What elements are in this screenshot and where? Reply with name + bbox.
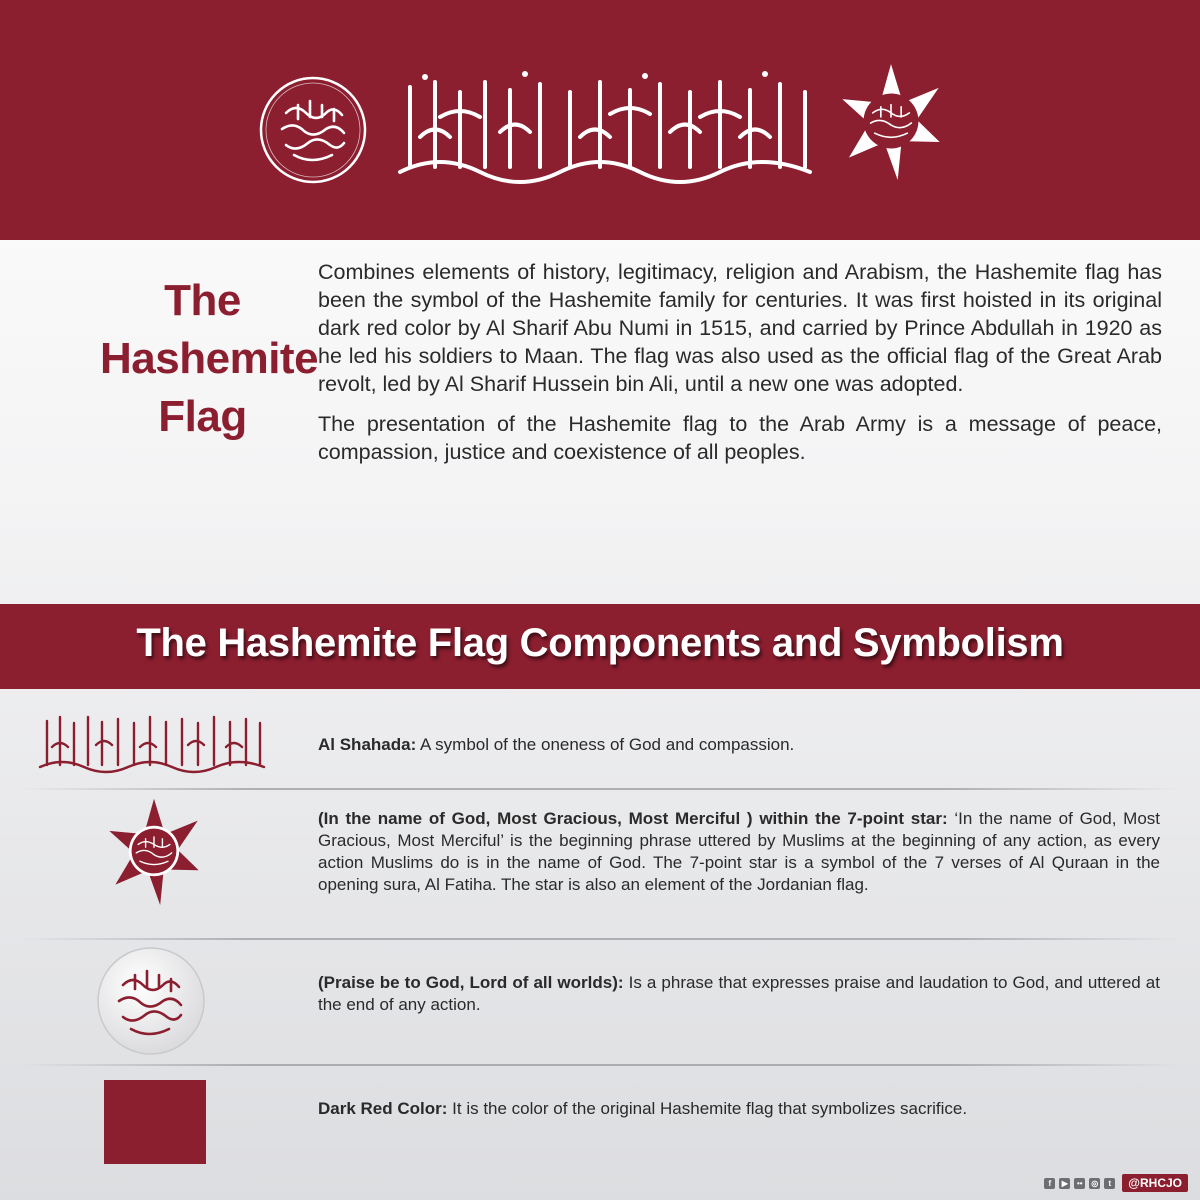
component-description: It is the color of the original Hashemite flag that symbolizes sacrifice.	[447, 1099, 968, 1118]
component-description: A symbol of the oneness of God and compassion.	[416, 735, 795, 754]
flickr-icon[interactable]: ••	[1074, 1178, 1085, 1189]
praise-seal-icon	[95, 945, 207, 1057]
divider	[20, 788, 1180, 790]
component-label: (Praise be to God, Lord of all worlds):	[318, 973, 624, 992]
section-title: The Hashemite Flag Components and Symbolism	[136, 621, 1064, 665]
divider	[20, 938, 1180, 940]
intro-text	[318, 258, 1162, 478]
title-line: The	[164, 276, 241, 325]
dark-red-swatch	[104, 1080, 206, 1164]
intro-paragraph: The presentation of the Hashemite flag to the Arab Army is a message of peace, compassion, justice and coexistence of all peoples.	[318, 412, 1162, 464]
youtube-icon[interactable]: ▶	[1059, 1178, 1070, 1189]
component-label: Al Shahada:	[318, 735, 417, 754]
intro-paragraph: Combines elements of history, legitimacy, religion and Arabism, the Hashemite flag has been the symbol of the Hashemite family for centuries. It was first hoisted in its original dark red color by Al Sharif Abu Numi in 1515, and carried by Prince Abdullah in 1920 as he led his soldiers to Maan. The flag was also used as the official flag of the Great Arab revolt, led by Al Sharif Hussein bin Ali, until a new one was adopted.	[318, 260, 1162, 396]
shahada-calligraphy-icon	[32, 707, 272, 777]
twitter-icon[interactable]: t	[1104, 1178, 1115, 1189]
title-line: Flag	[158, 392, 247, 441]
component-star	[318, 808, 1160, 896]
component-shahada	[318, 734, 1160, 756]
shahada-calligraphy-icon	[380, 62, 830, 192]
component-seal	[318, 972, 1160, 1016]
divider	[20, 1064, 1180, 1066]
page-title	[100, 272, 319, 446]
component-description: Is a phrase that expresses praise and laudation to God, and uttered at the end of any action.	[318, 973, 1160, 1014]
praise-seal-icon	[258, 75, 368, 185]
title-line: Hashemite	[100, 334, 319, 383]
component-description: ‘In the name of God, Most Gracious, Most Merciful’ is the beginning phrase uttered by Muslims at the beginning of any action, as every action Muslims do is in the name of God. The 7-point star is a symbol of the 7 verses of Al Quraan in the opening sura, Al Fatiha. The star is also an element of the Jordanian flag.	[318, 809, 1160, 894]
footer-social	[1044, 1173, 1188, 1193]
component-label: (In the name of God, Most Gracious, Most Merciful ) within the 7-point star:	[318, 809, 948, 828]
seven-point-star-icon	[98, 795, 210, 907]
instagram-icon[interactable]: ◎	[1089, 1178, 1100, 1189]
seven-point-star-icon	[830, 60, 952, 182]
facebook-icon[interactable]: f	[1044, 1178, 1055, 1189]
component-color	[318, 1098, 1160, 1120]
component-label: Dark Red Color:	[318, 1099, 448, 1118]
social-handle[interactable]: @RHCJO	[1122, 1174, 1188, 1192]
